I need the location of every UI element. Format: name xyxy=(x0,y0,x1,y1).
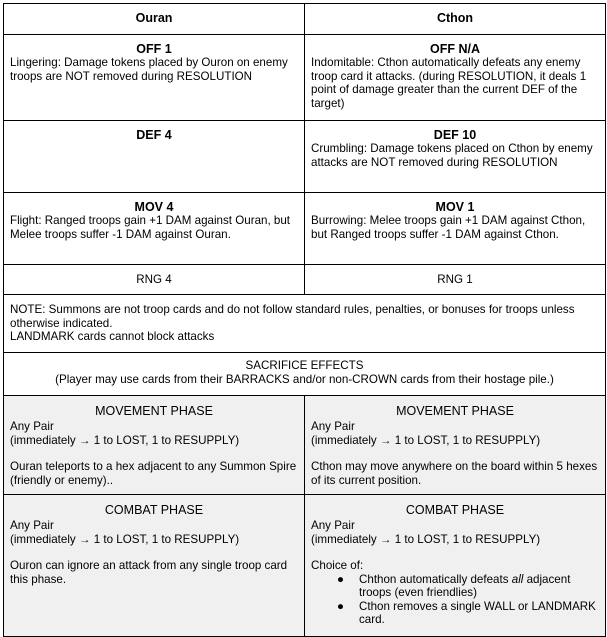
mov-row xyxy=(4,193,606,265)
cthon-mov-text: Burrowing: Melee troops gain +1 DAM against Cthon, but Ranged troops suffer -1 DAM against Cthon. xyxy=(311,214,586,241)
cthon-movement-cell xyxy=(305,396,606,495)
ouran-combat-cost: Any Pair xyxy=(10,519,54,532)
sacrifice-subtitle: (Player may use cards from their BARRACKS and/or non-CROWN cards from their hostage pile.) xyxy=(55,372,554,386)
ouran-def-title: DEF 4 xyxy=(136,128,172,142)
ouran-mov-text: Flight: Ranged troops gain +1 DAM against Ouran, but Melee troops suffer -1 DAM against Ouran. xyxy=(10,214,291,241)
list-item xyxy=(337,572,599,600)
cthon-movement-cost-detail: (immediately → 1 to LOST, 1 to RESUPPLY) xyxy=(311,433,541,447)
cthon-mov-title: MOV 1 xyxy=(435,200,475,214)
cthon-combat-cell xyxy=(305,495,606,637)
choice-text: Cthon removes a single WALL or LANDMARK card. xyxy=(359,599,596,626)
note-cell xyxy=(4,295,606,353)
cthon-header: Cthon xyxy=(305,4,606,35)
choice-text: Chthon automatically defeats xyxy=(359,572,512,586)
note-row xyxy=(4,295,606,353)
cthon-movement-title: MOVEMENT PHASE xyxy=(396,404,514,418)
ouran-combat-effect: Ouron can ignore an attack from any single troop card this phase. xyxy=(10,559,288,586)
ouran-off-text: Lingering: Damage tokens placed by Ouron on enemy troops are NOT removed during RESOLUTION xyxy=(10,56,288,83)
ouran-movement-cost-detail: (immediately → 1 to LOST, 1 to RESUPPLY) xyxy=(10,433,240,447)
ouran-combat-title: COMBAT PHASE xyxy=(104,503,204,517)
cthon-movement-cost: Any Pair xyxy=(311,420,355,433)
cthon-combat-title: COMBAT PHASE xyxy=(405,503,505,517)
sacrifice-title: SACRIFICE EFFECTS xyxy=(245,359,364,372)
cthon-mov-cell xyxy=(305,193,606,265)
cthon-combat-choices xyxy=(311,573,599,627)
ouran-mov-title: MOV 4 xyxy=(134,200,174,214)
ouran-off-title: OFF 1 xyxy=(136,42,172,56)
bullet-icon: ● xyxy=(337,599,345,613)
ouran-rng: RNG 4 xyxy=(4,265,305,295)
list-item xyxy=(337,599,599,627)
rng-row xyxy=(4,265,606,295)
ouran-combat-cost-detail: (immediately → 1 to LOST, 1 to RESUPPLY) xyxy=(10,532,240,546)
ouran-mov-cell xyxy=(4,193,305,265)
ouran-movement-cost: Any Pair xyxy=(10,420,54,433)
cthon-def-title: DEF 10 xyxy=(433,128,477,142)
summon-rules-table xyxy=(3,3,606,637)
ouran-movement-effect: Ouran teleports to a hex adjacent to any Summon Spire (friendly or enemy).. xyxy=(10,460,297,487)
off-row xyxy=(4,35,606,121)
cthon-movement-effect: Cthon may move anywhere on the board within 5 hexes of its current position. xyxy=(311,460,598,487)
ouran-off-cell xyxy=(4,35,305,121)
summon-rules-sheet xyxy=(3,3,606,637)
bullet-icon: ● xyxy=(337,572,345,586)
cthon-combat-choice-intro: Choice of: xyxy=(311,559,364,572)
header-row xyxy=(4,4,606,35)
sacrifice-cell xyxy=(4,353,606,396)
ouran-combat-cell xyxy=(4,495,305,637)
def-row xyxy=(4,121,606,193)
note-text: NOTE: Summons are not troop cards and do not follow standard rules, penalties, or bonuses for troops unless otherwise indicated. xyxy=(10,303,575,330)
ouran-def-cell xyxy=(4,121,305,193)
sacrifice-row xyxy=(4,353,606,396)
ouran-movement-cell xyxy=(4,396,305,495)
cthon-def-text: Crumbling: Damage tokens placed on Cthon by enemy attacks are NOT removed during RESOLUTION xyxy=(311,142,593,169)
choice-emphasis: all xyxy=(511,572,524,586)
cthon-off-title: OFF N/A xyxy=(430,42,480,56)
cthon-combat-cost: Any Pair xyxy=(311,519,355,532)
movement-phase-row xyxy=(4,396,606,495)
cthon-off-text: Indomitable: Cthon automatically defeats any enemy troop card it attacks. (during RESOLUTION, it deals 1 point of damage greater than the current DEF of the target) xyxy=(311,56,587,110)
ouran-movement-title: MOVEMENT PHASE xyxy=(95,404,213,418)
combat-phase-row xyxy=(4,495,606,637)
cthon-rng: RNG 1 xyxy=(305,265,606,295)
cthon-off-cell xyxy=(305,35,606,121)
cthon-combat-cost-detail: (immediately → 1 to LOST, 1 to RESUPPLY) xyxy=(311,532,541,546)
landmark-note: LANDMARK cards cannot block attacks xyxy=(10,330,215,343)
ouran-header: Ouran xyxy=(4,4,305,35)
cthon-def-cell xyxy=(305,121,606,193)
choice-text: adjacent troops (even friendlies) xyxy=(359,572,571,599)
